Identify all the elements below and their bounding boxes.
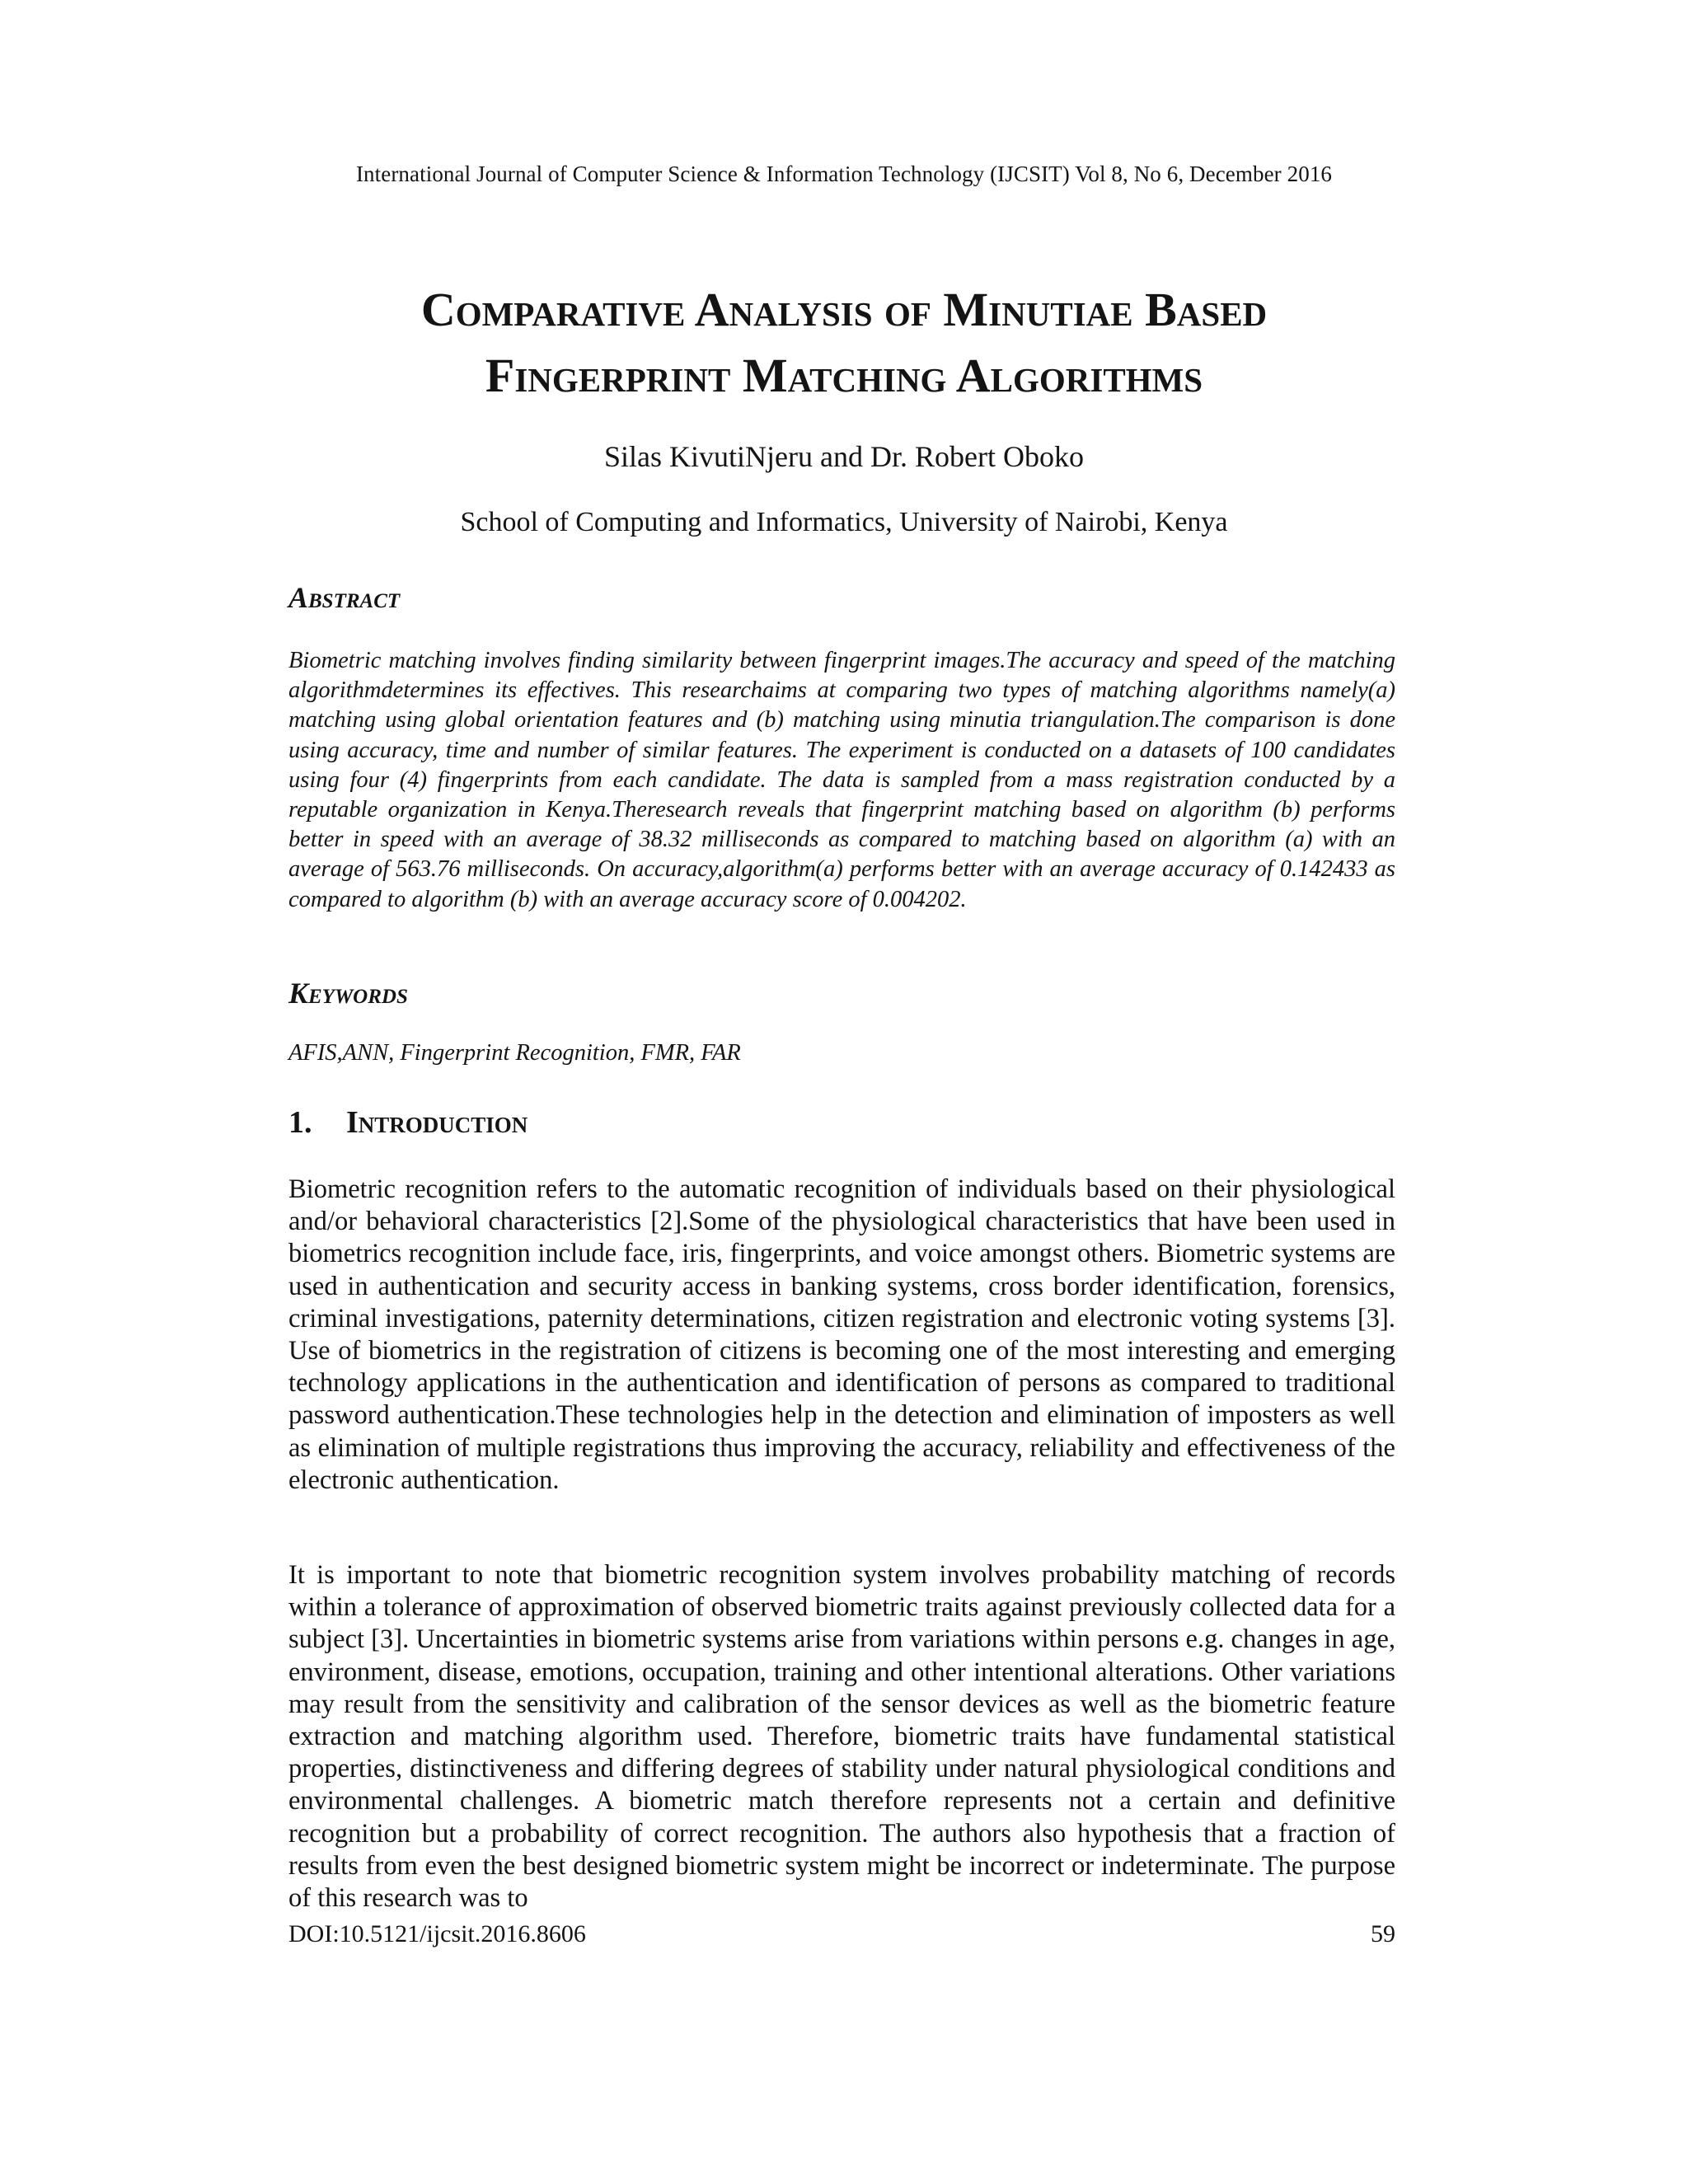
abstract-text: Biometric matching involves finding similarity between fingerprint images.The accuracy and speed of the matching algorithmdetermines its effectives. This researchaims at comparing two types of matching algorithms namely(a) matching using global orientation features and (b) matching using minutia triangulation.The comparison is done using accuracy, time and number of similar features. The experiment is conducted on a datasets of 100 candidates using four (4) fingerprints from each candidate. The data is sampled from a mass registration conducted by a reputable organization in Kenya.Theresearch reveals that fingerprint matching based on algorithm (b) performs better in speed with an average of 38.32 milliseconds as compared to matching based on algorithm (a) with an average of 563.76 milliseconds. On accuracy,algorithm(a) performs better with an average accuracy of 0.142433 as compared to algorithm (b) with an average accuracy score of 0.004202. [288, 648, 1395, 912]
introduction-heading [288, 1104, 528, 1141]
page-footer [288, 1920, 1395, 1948]
abstract-heading: Abstract [288, 581, 401, 614]
author-affiliation: School of Computing and Informatics, University of Nairobi, Kenya [460, 507, 1228, 537]
section-number: 1. [288, 1105, 312, 1140]
keywords-heading: Keywords [288, 977, 408, 1010]
paper-title-line-1: Comparative Analysis of Minutiae Based [420, 283, 1268, 336]
journal-running-header: International Journal of Computer Science & Information Technology (IJCSIT) Vol 8, No 6, December 2016 [355, 162, 1333, 186]
paper-title [0, 277, 1688, 409]
introduction-paragraph-1: Biometric recognition refers to the automatic recognition of individuals based on their physiological and/or behavioral characteristics [2].Some of the physiological characteristics that have been used in biometrics recognition include face, iris, fingerprints, and voice amongst others. Biometric systems are used in authentication and security access in banking systems, cross border identification, forensics, criminal investigations, paternity determinations, citizen registration and electronic voting systems [3]. Use of biometrics in the registration of citizens is becoming one of the most interesting and emerging technology applications in the authentication and identification of persons as compared to traditional password authentication.These technologies help in the detection and elimination of imposters as well as elimination of multiple registrations thus improving the accuracy, reliability and effectiveness of the electronic authentication. [288, 1174, 1395, 1495]
introduction-paragraph-2: It is important to note that biometric recognition system involves probability matching of records within a tolerance of approximation of observed biometric traits against previously collected data for a subject [3]. Uncertainties in biometric systems arise from variations within persons e.g. changes in age, environment, disease, emotions, occupation, training and other intentional alterations. Other variations may result from the sensitivity and calibration of the sensor devices as well as the biometric feature extraction and matching algorithm used. Therefore, biometric traits have fundamental statistical properties, distinctiveness and differing degrees of stability under natural physiological conditions and environmental challenges. A biometric match therefore represents not a certain and definitive recognition but a probability of correct recognition. The authors also hypothesis that a fraction of results from even the best designed biometric system might be incorrect or indeterminate. The purpose of this research was to [288, 1560, 1395, 1914]
paper-title-line-2: Fingerprint Matching Algorithms [485, 349, 1203, 402]
keywords-text: AFIS,ANN, Fingerprint Recognition, FMR, FAR [288, 1040, 741, 1066]
section-title: Introduction [346, 1105, 528, 1140]
page-number: 59 [1371, 1920, 1395, 1947]
doi-text: DOI:10.5121/ijcsit.2016.8606 [288, 1920, 586, 1947]
author-list: Silas KivutiNjeru and Dr. Robert Oboko [604, 440, 1084, 473]
